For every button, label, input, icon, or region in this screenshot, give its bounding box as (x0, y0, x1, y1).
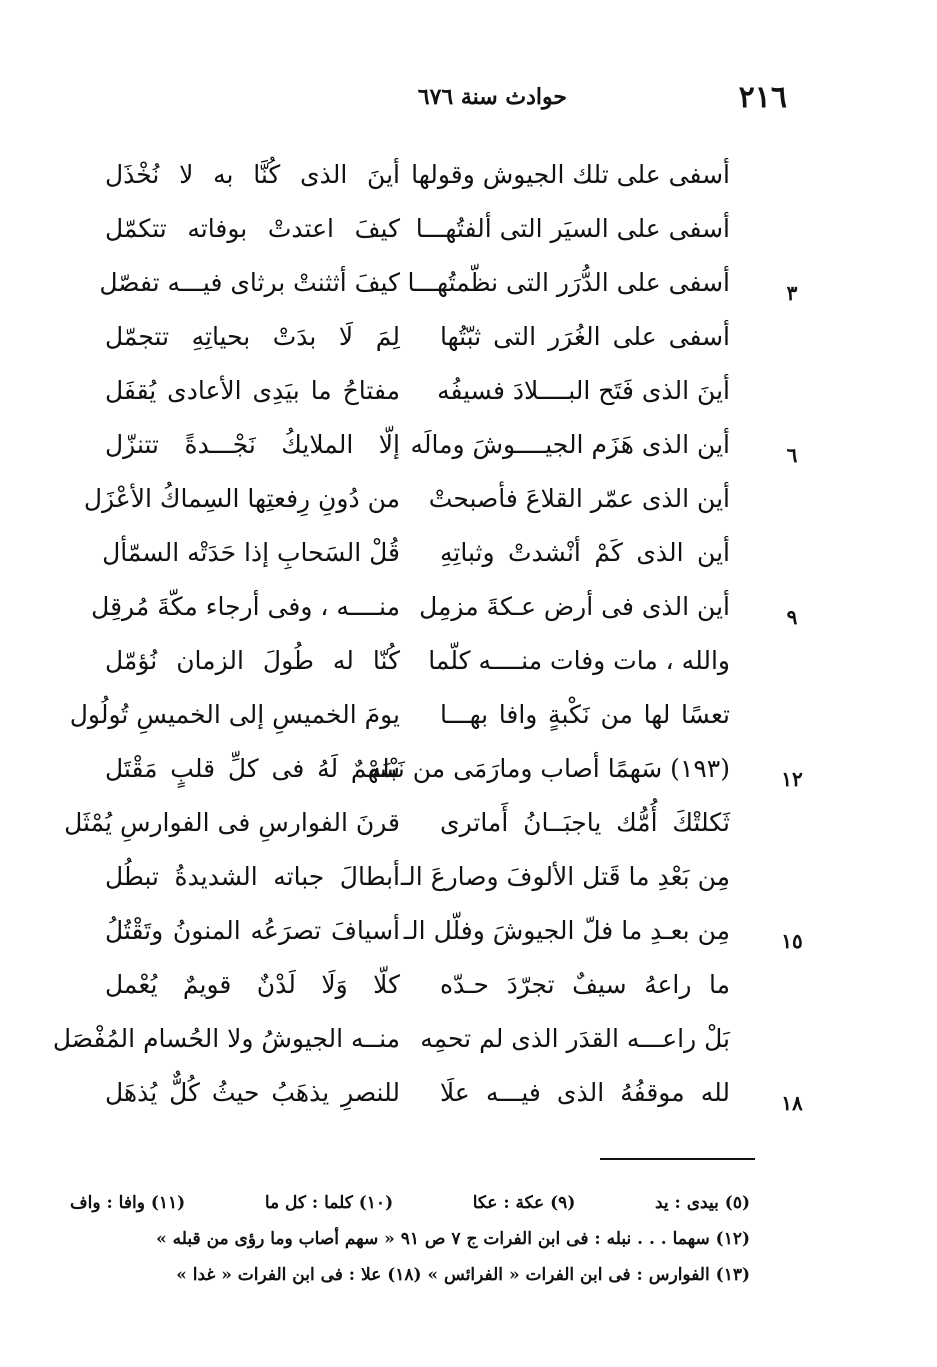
second-hemistich: إلّا الملايكُ نَجْـــدةً تتنزّل (105, 430, 400, 459)
verse-number: ١٨ (781, 1091, 803, 1115)
second-hemistich: أينَ الذى كُنَّا به لا نُخْذَل (105, 160, 400, 189)
verse-line (100, 258, 800, 308)
verse-line (69, 690, 800, 740)
footnote-line: (١٣) الفوارس : فى ابن الفرات « الفرائس » (١٨) علا : فى ابن الفرات « غدا » (176, 1265, 750, 1285)
verse-line (100, 906, 803, 956)
first-hemistich: لله موقفُهُ الذى فيـــه علَا (440, 1078, 730, 1107)
first-hemistich: بَلْ راعـــه القدَر الذى لم تحمِه (420, 1024, 730, 1053)
verse-line (91, 582, 800, 632)
verse-number: ١٥ (781, 929, 803, 953)
running-title: حوادث سنة ٦٧٦ (417, 84, 567, 110)
second-hemistich: كلّا وَلَا لَدْنٌ قويمٌ يُعْمل (105, 970, 400, 999)
second-hemistich: يومَ الخميسِ إلى الخميسِ تُولُول (69, 700, 400, 729)
second-hemistich: منــــه ، وفى أرجاء مكّةَ مُرقِل (91, 592, 400, 621)
first-hemistich: مِن بعـدِ ما فلّ الجيوشَ وفلّل الـ (403, 916, 730, 945)
second-hemistich: للنصرِ يذهَبُ حيثُ كُلٌّ يُذهَل (105, 1078, 400, 1107)
verse-line (83, 474, 800, 524)
footnote: (٥) بيدى : يد (654, 1193, 750, 1213)
second-hemistich: كيفَ اعتدتْ بوفاته تتكمّل (105, 214, 400, 243)
second-hemistich: سَهْمٌ لَهُ فى كلِّ قلبٍ مَقْتَل (105, 754, 400, 783)
first-hemistich: والله ، مات وفات منــــه كلّما (428, 646, 730, 675)
footnotes (70, 1185, 750, 1293)
verse-line (64, 798, 800, 848)
footnote-divider (600, 1158, 755, 1160)
footnote: (٩) عكة : عكا (472, 1193, 576, 1213)
first-hemistich: (١٩٣) سَهمًا أصاب ومارَمَى من نَبْله (368, 754, 730, 783)
footnote-line (70, 1185, 750, 1221)
verse-line (52, 1014, 800, 1064)
verse-line (100, 528, 800, 578)
verse-line (100, 636, 800, 686)
verse-line (100, 1068, 803, 1118)
footnote: (١٠) كلما : كل ما (264, 1193, 394, 1213)
first-hemistich: تعسًا لها من نَكْبةٍ وافا بهـــا (440, 700, 730, 729)
first-hemistich: أين الذى هَزَم الجيــــوشَ ومالَه (410, 430, 730, 459)
second-hemistich: قُلْ السَحابِ إذا حَدَتْه السمّأل (102, 538, 400, 567)
verse-line (100, 366, 800, 416)
second-hemistich: أبطالَ جباته الشديدةُ تبطُل (105, 862, 400, 891)
first-hemistich: ما راعهُ سيفٌ تجرّدَ حـدّه (440, 970, 730, 999)
verse-line (100, 150, 800, 200)
verse-line (100, 960, 800, 1010)
second-hemistich: أسيافَ تصرَعُه المنونُ وتَقْتُلُ (105, 916, 400, 945)
first-hemistich: أسفى على الغُرَر التى ثبّتُها (440, 322, 730, 351)
first-hemistich: أين الذى عمّر القلاعَ فأصبحتْ (428, 484, 730, 513)
page-header (100, 80, 787, 124)
verse-number: ١٢ (781, 767, 803, 791)
poem (52, 150, 803, 1130)
second-hemistich: كُنّا له طُولَ الزمان نُؤمّل (105, 646, 400, 675)
verse-line (100, 420, 800, 470)
verse-number: ٩ (786, 605, 798, 629)
verse-line (100, 312, 800, 362)
first-hemistich: أين الذى فى أرض عـكةَ مزمِل (419, 592, 730, 621)
first-hemistich: أسفى على الدُّرَر التى نظّمتُهـــا (407, 268, 730, 297)
verse-number: ٣ (786, 281, 798, 305)
first-hemistich: أسفى على تلك الجيوش وقولها (411, 160, 730, 189)
second-hemistich: لِمَ لَا بدَتْ بحياتِهِ تتجمّل (105, 322, 400, 351)
second-hemistich: مفتاحُ ما بيَدِى الأعادى يُقفَل (105, 376, 400, 405)
page-number: ٢١٦ (738, 80, 787, 115)
verse-number: ٦ (786, 443, 798, 467)
footnote: (١١) وافا : واف (70, 1193, 186, 1213)
verse-line (100, 744, 803, 794)
first-hemistich: أسفى على السيَر التى ألفتُهـــا (415, 214, 730, 243)
first-hemistich: أينَ الذى فَتَح البــــلادَ فسيفُه (437, 376, 730, 405)
second-hemistich: من دُونِ رِفعتِها السِماكُ الأعْزَل (83, 484, 400, 513)
second-hemistich: كيفَ أثثنتْ برثاى فيـــه تفصّل (99, 268, 400, 297)
verse-line (100, 204, 800, 254)
verse-line (100, 852, 800, 902)
second-hemistich: منــه الجيوشُ ولا الحُسام المُفْصَل (52, 1024, 400, 1053)
footnote-line: (١٢) سهما . . . نبله : فى ابن الفرات ج ٧ ص ٩١ « سهم أصاب وما رؤى من قبله » (156, 1229, 750, 1249)
first-hemistich: مِن بَعْدِ ما قَتل الألوفَ وصارعَ الـ (400, 862, 730, 891)
second-hemistich: قرنَ الفوارسِ فى الفوارسِ يُمْثَل (64, 808, 400, 837)
first-hemistich: ثَكلتْكَ أُمُّك ياجبَــانُ أَماترى (440, 808, 730, 837)
first-hemistich: أين الذى كَمْ أنْشدتْ وثباتِهِ (440, 538, 730, 567)
